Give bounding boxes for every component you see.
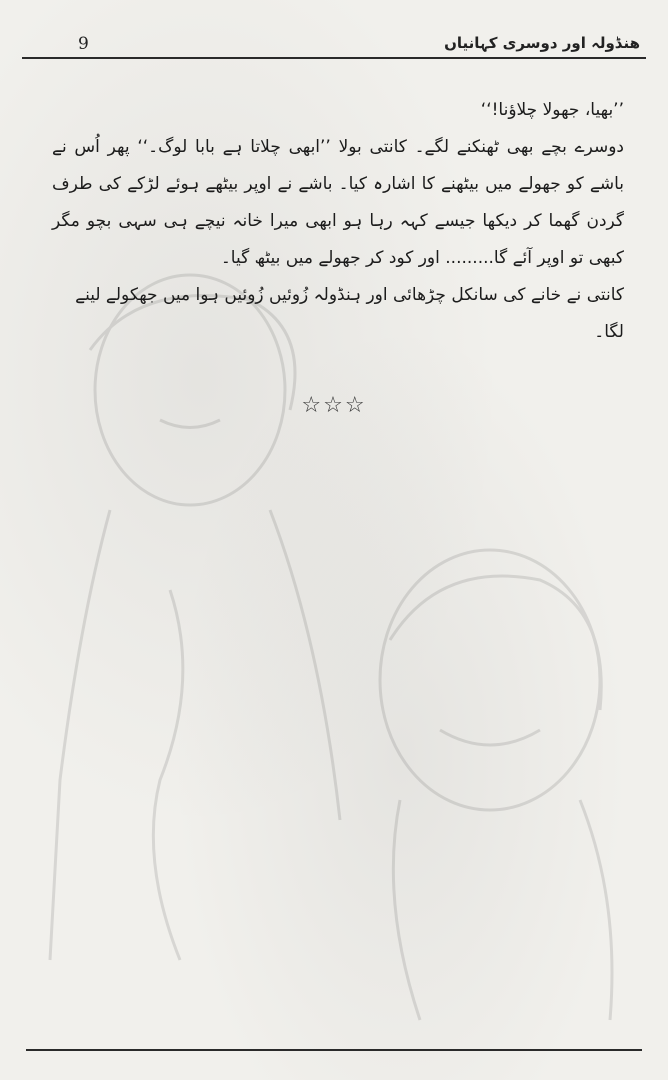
- faded-background-illustration: [20, 260, 648, 1040]
- paragraph-dialogue: ’’بھیا، جھولا چلاؤنا!‘‘: [480, 100, 624, 120]
- page-header: [28, 30, 640, 60]
- paragraph-main: دوسرے بچے بھی ٹھنکنے لگے۔ کانتی بولا ’’ابھی چلاتا ہے بابا لوگ۔‘‘ پھر اُس نے باشے کو جھولے میں بیٹھنے کا اشارہ کیا۔ باشے نے اوپر بیٹھے ہوئے لڑکے کی طرف گردن گھما کر دیکھا جیسے کہہ رہا ہو ابھی میرا خانہ نیچے ہی سہی بچو مگر کبھی تو اوپر آئے گا......... اور کود کر جھولے میں بیٹھ گیا۔: [52, 137, 624, 268]
- running-title: ھنڈولہ اور دوسری کہانیاں: [444, 34, 640, 52]
- paragraph-closing: کانتی نے خانے کی سانکل چڑھائی اور ہنڈولہ زُوئیں زُوئیں ہوا میں جھکولے لینے لگا۔: [75, 285, 624, 342]
- header-rule: [22, 57, 646, 59]
- story-text: [52, 92, 624, 351]
- footer-rule: [26, 1049, 642, 1051]
- section-separator-stars: ☆☆☆: [301, 393, 367, 418]
- page-number: 9: [78, 34, 89, 54]
